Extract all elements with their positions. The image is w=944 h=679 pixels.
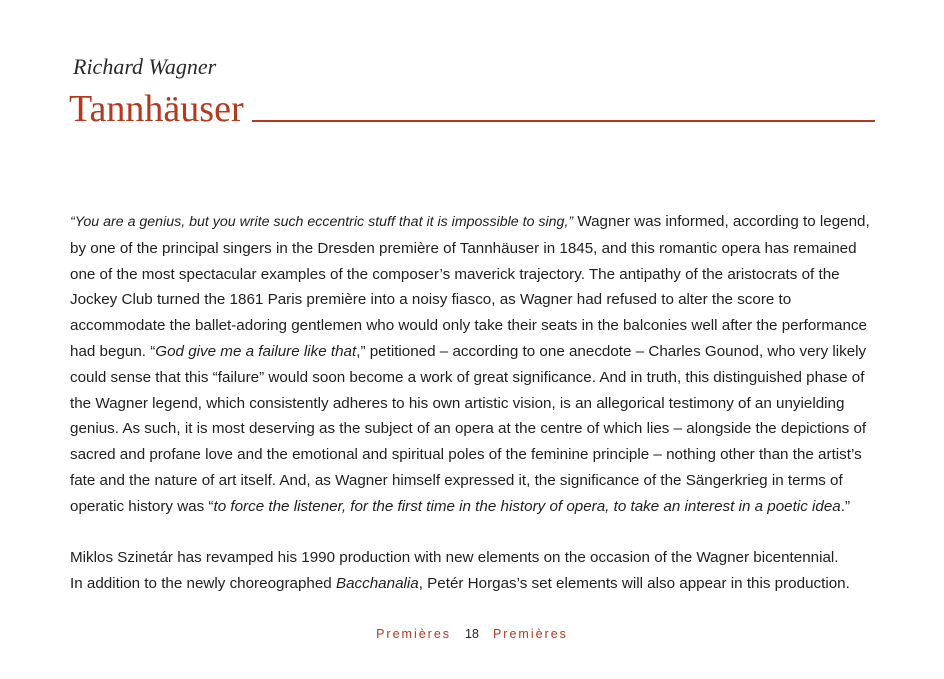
title-row xyxy=(69,90,875,130)
production-line-1: Miklos Szinetár has revamped his 1990 production with new elements on the occasion of the Wagner bicentennial. xyxy=(70,549,839,567)
text-segment: ,” petitioned – according to one anecdote – Charles Gounod, who very likely could sense that this “failure” would soon become a work of great significance. And in truth, this distinguished phase of the Wagner legend, which consistently adheres to his own artistic vision, is an allegorical testimony of an unyielding genius. As such, it is most deserving as the subject of an opera at the centre of which lies – alongside the depictions of sacred and profane love and the emotional and spiritual poles of the feminine principle – nothing other than the artist’s fate and the nature of art itself. And, as Wagner himself expressed it, the significance of the Sängerkrieg in terms of operatic history was “ xyxy=(70,342,867,515)
quote-failure: God give me a failure like that xyxy=(155,342,357,360)
footer-section-left: Premières xyxy=(376,627,452,641)
text-segment: , Petér Horgas’s set elements will also appear in this production. xyxy=(418,575,850,593)
paragraph-production xyxy=(70,545,870,597)
text-segment: .” xyxy=(840,497,851,515)
text-segment: Wagner was informed, according to legend, by one of the principal singers in the Dresden première of Tannhäuser in 1845, and this romantic opera has remained one of the most spectacular examples of the composer’s maverick trajectory. The antipathy of the aristocrats of the Jockey Club turned the 1861 Paris première into a noisy fiasco, as Wagner had refused to alter the score to accommodate the ballet-adoring gentlemen who would only take their seats in the balconies well after the performance had begun. “ xyxy=(70,213,870,360)
author-name: Richard Wagner xyxy=(73,54,217,79)
quote-poetic-idea: to force the listener, for the first time in the history of opera, to take an interest in a poetic idea xyxy=(213,497,841,515)
page-number: 18 xyxy=(465,627,479,641)
paragraph-intro xyxy=(70,209,870,520)
page-title: Tannhäuser xyxy=(69,88,244,130)
quote-genius: “You are a genius, but you write such eccentric stuff that it is impossible to sing,” xyxy=(70,214,574,230)
bacchanalia-title: Bacchanalia xyxy=(335,575,419,593)
page-footer xyxy=(0,627,944,641)
body-text xyxy=(70,209,870,597)
title-rule xyxy=(252,120,875,122)
text-segment: In addition to the newly choreographed xyxy=(70,575,336,593)
footer-section-right: Premières xyxy=(492,627,568,641)
